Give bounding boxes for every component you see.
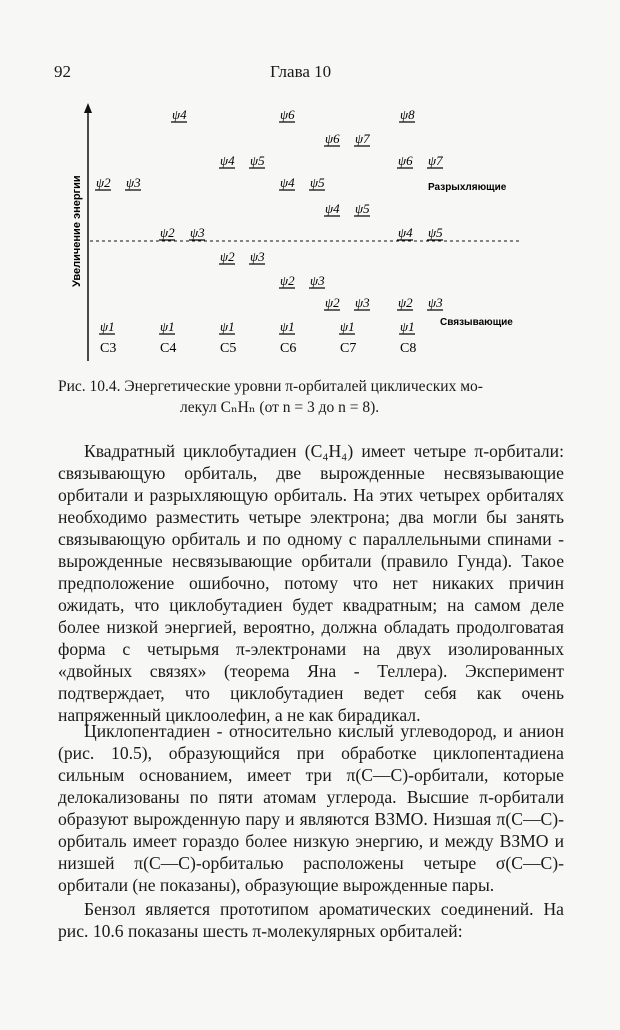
- molecule-label: C4: [160, 341, 177, 356]
- orbital-label: ψ2: [220, 249, 235, 264]
- orbital-label: ψ1: [160, 319, 175, 334]
- axis-label: Увеличение энергии: [71, 175, 83, 287]
- orbital-label: ψ1: [280, 319, 295, 334]
- orbital-label: ψ8: [400, 107, 415, 122]
- orbital-label: ψ3: [428, 295, 443, 310]
- orbital-label: ψ4: [280, 175, 295, 190]
- molecule-label: C7: [340, 341, 357, 356]
- paragraph-cyclopentadiene: [58, 720, 564, 896]
- orbital-label: ψ1: [400, 319, 415, 334]
- orbital-label: ψ2: [280, 273, 295, 288]
- molecule-label: C8: [400, 341, 417, 356]
- orbital-label: ψ2: [398, 295, 413, 310]
- molecule-label: C6: [280, 341, 297, 356]
- orbital-label: ψ6: [280, 107, 295, 122]
- molecule-label: C3: [100, 341, 117, 356]
- orbital-label: ψ5: [250, 153, 265, 168]
- orbital-label: ψ3: [190, 225, 205, 240]
- orbital-label: ψ6: [398, 153, 413, 168]
- orbital-label: ψ3: [126, 175, 141, 190]
- orbital-label: ψ2: [160, 225, 175, 240]
- orbital-label: ψ1: [340, 319, 355, 334]
- paragraph-text: Бензол является прототипом ароматических соединений. На рис. 10.6 показаны шесть π-молекулярных орбиталей:: [58, 899, 564, 941]
- orbital-label: ψ5: [428, 225, 443, 240]
- orbital-label: ψ2: [96, 175, 111, 190]
- paragraph-text: Квадратный циклобутадиен (C₄H₄) имеет четыре π-орбитали: связывающую орбиталь, две вырожденные несвязывающие орбитали и разрыхляющую орбиталь. На этих четырех орбиталях необходимо разместить четыре электрона; два могли бы занять связывающую орбиталь и по одному с параллельными спинами - вырожденные несвязывающие орбитали (правило Гунда). Такое предположение ошибочно, потому что нет никаких причин ожидать, что циклобутадиен будет квадратным; на самом деле более низкой энергией, вероятно, должна обладать продолговатая форма с четырьмя π-электронами на двух изолированных «двойных связях» (теорема Яна - Теллера). Эксперимент подтверждает, что циклобутадиен ведет себя как очень напряженный циклоолефин, а не как бирадикал.: [58, 441, 564, 725]
- energy-level-diagram: [60, 95, 540, 365]
- orbital-label: ψ5: [310, 175, 325, 190]
- chapter-title: Глава 10: [270, 62, 332, 81]
- page-number: 92: [54, 62, 71, 81]
- orbital-label: ψ4: [220, 153, 235, 168]
- orbital-label: ψ7: [355, 131, 370, 146]
- paragraph-benzene: [58, 898, 564, 942]
- paragraph-text: Циклопентадиен - относительно кислый углеводород, и анион (рис. 10.5), образующийся при обработке циклопентадиена сильным основанием, имеет три π(C—C)-орбитали, которые делокализованы по пяти атомам углерода. Высшие π-орбитали образуют вырожденную пару и являются ВЗМО. Низшая π(C—C)-орбиталь имеет гораздо более низкую энергию, и между ВЗМО и низшей π(C—C)-орбиталью расположены четыре σ(C—C)-орбитали (не показаны), образующие вырожденные пары.: [58, 721, 564, 895]
- orbital-label: ψ4: [172, 107, 187, 122]
- orbital-label: ψ4: [398, 225, 413, 240]
- bonding-label: Связывающие: [440, 317, 513, 328]
- orbital-label: ψ3: [250, 249, 265, 264]
- paragraph-cyclobutadiene: [58, 440, 564, 726]
- orbital-label: ψ3: [355, 295, 370, 310]
- orbital-label: ψ1: [100, 319, 115, 334]
- orbital-label: ψ4: [325, 201, 340, 216]
- orbital-label: ψ7: [428, 153, 443, 168]
- orbital-label: ψ1: [220, 319, 235, 334]
- caption-line-2: лекул CₙHₙ (от n = 3 до n = 8).: [180, 399, 380, 416]
- antibonding-label: Разрыхляющие: [428, 182, 507, 193]
- axis-arrowhead: [84, 103, 92, 113]
- orbital-label: ψ2: [325, 295, 340, 310]
- caption-line-1: Рис. 10.4. Энергетические уровни π-орбиталей циклических мо-: [58, 378, 483, 395]
- molecule-label: C5: [220, 341, 237, 356]
- orbital-label: ψ3: [310, 273, 325, 288]
- orbital-label: ψ6: [325, 131, 340, 146]
- orbital-label: ψ5: [355, 201, 370, 216]
- figure-caption: [58, 376, 564, 418]
